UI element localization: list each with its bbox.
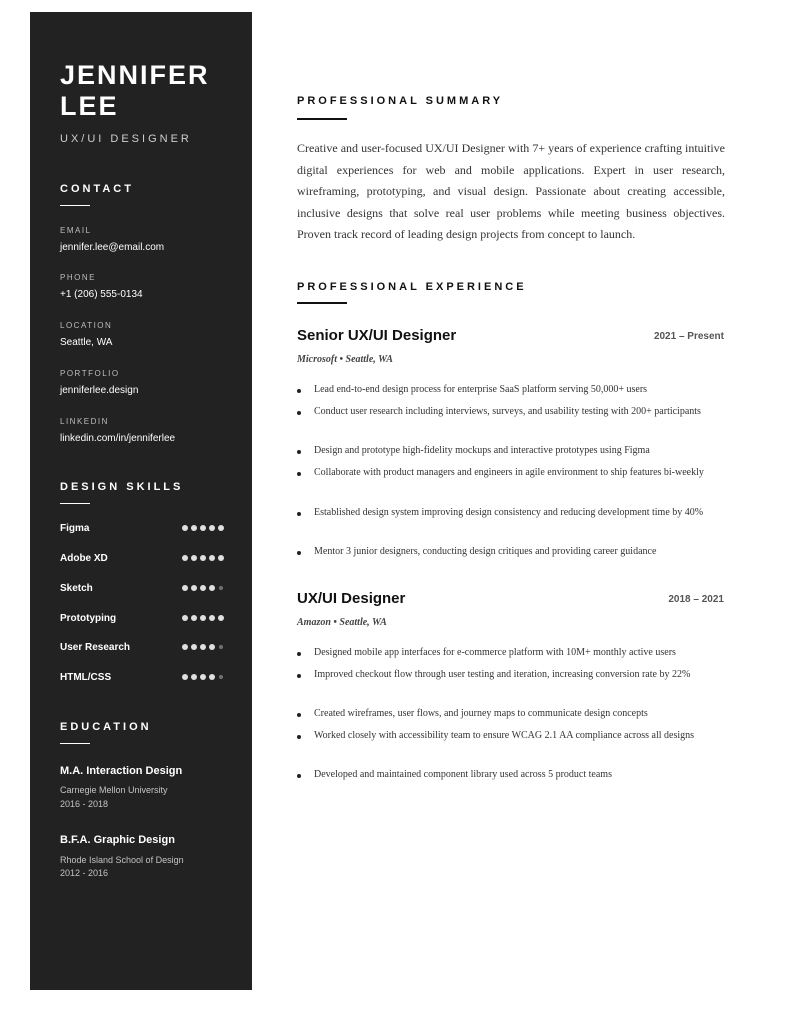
- rating-dot-filled-icon: [182, 555, 188, 561]
- rating-dot-filled-icon: [209, 615, 215, 621]
- list-item: Created wireframes, user flows, and journey maps to communicate design concepts: [297, 707, 719, 721]
- rating-dot-filled-icon: [191, 674, 197, 680]
- rating-dot-filled-icon: [209, 674, 215, 680]
- job-role: Senior UX/UI Designer: [297, 327, 457, 344]
- rating-dot-empty-icon: [219, 586, 223, 590]
- rating-dot-empty-icon: [219, 645, 223, 649]
- contact-divider: [60, 205, 90, 206]
- skill-row: [60, 642, 224, 656]
- education-divider: [60, 743, 90, 744]
- skill-row: [60, 523, 224, 537]
- skill-rating: [182, 525, 224, 531]
- summary-divider: [297, 118, 347, 120]
- rating-dot-filled-icon: [191, 585, 197, 591]
- bullet-icon: [297, 472, 301, 476]
- name-first: JENNIFER: [60, 60, 210, 90]
- rating-dot-filled-icon: [182, 615, 188, 621]
- skill-rating: [182, 585, 224, 591]
- skill-name: HTML/CSS: [60, 672, 112, 683]
- degree-years: 2016 - 2018: [60, 799, 109, 809]
- rating-dot-filled-icon: [200, 585, 206, 591]
- linkedin-label: LINKEDIN: [60, 417, 109, 426]
- skill-name: Figma: [60, 523, 90, 534]
- bullet-icon: [297, 713, 301, 717]
- list-item: Improved checkout flow through user testing and iteration, increasing conversion rate by 22%: [297, 668, 719, 682]
- list-item: Design and prototype high-fidelity mockups and interactive prototypes using Figma: [297, 444, 719, 458]
- location-label: LOCATION: [60, 321, 113, 330]
- skill-name: Prototyping: [60, 613, 117, 624]
- rating-dot-filled-icon: [218, 615, 224, 621]
- summary-heading: PROFESSIONAL SUMMARY: [297, 95, 504, 107]
- candidate-name: [60, 60, 210, 122]
- bullet-icon: [297, 512, 301, 516]
- degree-years: 2012 - 2016: [60, 868, 109, 878]
- skill-rating: [182, 644, 224, 650]
- list-item: Designed mobile app interfaces for e-commerce platform with 10M+ monthly active users: [297, 646, 719, 660]
- skill-rating: [182, 674, 224, 680]
- list-item: Lead end-to-end design process for enterprise SaaS platform serving 50,000+ users: [297, 383, 719, 397]
- name-last: LEE: [60, 91, 119, 121]
- phone-label: PHONE: [60, 273, 96, 282]
- bullet-icon: [297, 674, 301, 678]
- sidebar: [30, 12, 252, 990]
- job-dates: 2018 – 2021: [668, 594, 724, 605]
- job-dates: 2021 – Present: [653, 331, 724, 342]
- bullet-icon: [297, 735, 301, 739]
- rating-dot-filled-icon: [209, 585, 215, 591]
- contact-heading: CONTACT: [60, 183, 134, 195]
- list-item: Developed and maintained component library used across 5 product teams: [297, 768, 719, 782]
- experience-heading: PROFESSIONAL EXPERIENCE: [297, 281, 527, 293]
- rating-dot-filled-icon: [200, 615, 206, 621]
- skill-name: Adobe XD: [60, 553, 108, 564]
- rating-dot-filled-icon: [200, 555, 206, 561]
- portfolio-label: PORTFOLIO: [60, 369, 120, 378]
- rating-dot-filled-icon: [191, 644, 197, 650]
- skill-row: [60, 583, 224, 597]
- rating-dot-filled-icon: [209, 525, 215, 531]
- email-value[interactable]: jennifer.lee@email.com: [60, 242, 165, 253]
- job-company: Amazon • Seattle, WA: [297, 617, 387, 628]
- job-company: Microsoft • Seattle, WA: [297, 354, 393, 365]
- list-item: Collaborate with product managers and engineers in agile environment to ship features bi-weekly: [297, 466, 719, 480]
- list-item: Established design system improving design consistency and reducing development time by 40%: [297, 506, 719, 520]
- summary-text: Creative and user-focused UX/UI Designer with 7+ years of experience crafting intuitive digital experiences for web and mobile applications. Expert in user research, wireframing, prototyping, and visual design. Passionate about creating accessible, inclusive designs that solve real user problems while meeting business objectives. Proven track record of leading design projects from concept to launch.: [297, 141, 725, 242]
- rating-dot-filled-icon: [200, 644, 206, 650]
- bullet-icon: [297, 551, 301, 555]
- rating-dot-empty-icon: [219, 675, 223, 679]
- job-role: UX/UI Designer: [297, 590, 406, 607]
- list-item: Conduct user research including interviews, surveys, and usability testing with 200+ participants: [297, 405, 719, 419]
- location-value: Seattle, WA: [60, 337, 113, 348]
- degree-school: Rhode Island School of Design: [60, 855, 184, 865]
- rating-dot-filled-icon: [182, 644, 188, 650]
- rating-dot-filled-icon: [209, 644, 215, 650]
- degree-title: M.A. Interaction Design: [60, 765, 183, 777]
- degree-school: Carnegie Mellon University: [60, 785, 168, 795]
- job-title: UX/UI DESIGNER: [60, 133, 192, 145]
- education-heading: EDUCATION: [60, 721, 152, 733]
- list-item: Mentor 3 junior designers, conducting design critiques and providing career guidance: [297, 545, 719, 559]
- rating-dot-filled-icon: [191, 525, 197, 531]
- rating-dot-filled-icon: [218, 555, 224, 561]
- skill-row: [60, 672, 224, 686]
- skill-name: User Research: [60, 642, 131, 653]
- skill-row: [60, 553, 224, 567]
- email-label: EMAIL: [60, 226, 92, 235]
- rating-dot-filled-icon: [218, 525, 224, 531]
- rating-dot-filled-icon: [182, 525, 188, 531]
- skill-name: Sketch: [60, 583, 93, 594]
- phone-value[interactable]: +1 (206) 555-0134: [60, 289, 143, 300]
- bullet-icon: [297, 450, 301, 454]
- linkedin-value[interactable]: linkedin.com/in/jenniferlee: [60, 433, 176, 444]
- skill-rating: [182, 615, 224, 621]
- degree-title: B.F.A. Graphic Design: [60, 834, 175, 846]
- skill-row: [60, 613, 224, 627]
- rating-dot-filled-icon: [191, 615, 197, 621]
- bullet-icon: [297, 774, 301, 778]
- portfolio-value[interactable]: jenniferlee.design: [60, 385, 139, 396]
- rating-dot-filled-icon: [209, 555, 215, 561]
- list-item: Worked closely with accessibility team to ensure WCAG 2.1 AA compliance across all designs: [297, 729, 719, 743]
- bullet-icon: [297, 652, 301, 656]
- skills-heading: DESIGN SKILLS: [60, 481, 184, 493]
- bullet-icon: [297, 389, 301, 393]
- rating-dot-filled-icon: [200, 525, 206, 531]
- bullet-icon: [297, 411, 301, 415]
- rating-dot-filled-icon: [191, 555, 197, 561]
- rating-dot-filled-icon: [182, 585, 188, 591]
- skills-divider: [60, 503, 90, 504]
- rating-dot-filled-icon: [182, 674, 188, 680]
- skill-rating: [182, 555, 224, 561]
- rating-dot-filled-icon: [200, 674, 206, 680]
- experience-divider: [297, 302, 347, 304]
